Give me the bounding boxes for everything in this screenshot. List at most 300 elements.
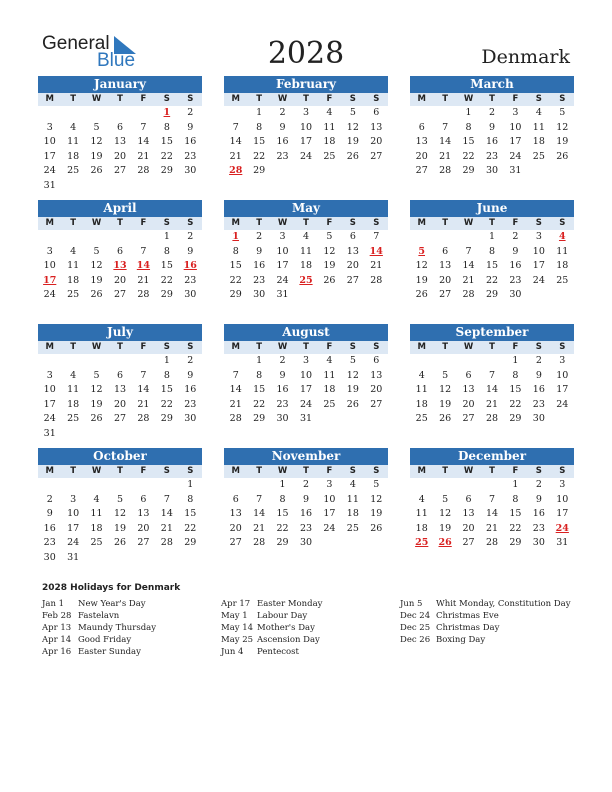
day-empty <box>132 230 155 245</box>
weekday-header: S <box>341 217 364 230</box>
day-cell: 4 <box>326 355 333 366</box>
day-cell: 21 <box>485 522 499 534</box>
day-cell: 23 <box>184 274 197 286</box>
day-cell: 6 <box>140 493 147 505</box>
day-cell: 24 <box>532 274 545 286</box>
weekday-header: W <box>271 93 294 106</box>
day-cell: 30 <box>253 289 266 300</box>
day-cell: 10 <box>556 369 569 381</box>
day-cell: 8 <box>465 121 472 133</box>
day-cell: 12 <box>90 384 103 395</box>
day-cell: 30 <box>485 165 499 176</box>
weekday-header: F <box>504 217 527 230</box>
month-header: May <box>224 200 388 217</box>
day-cell: 15 <box>276 508 289 519</box>
day-cell: 14 <box>160 508 173 519</box>
holiday-row <box>221 622 322 634</box>
weekday-header: S <box>365 93 388 106</box>
day-cell: 19 <box>90 274 103 286</box>
holiday-column <box>221 598 322 658</box>
day-cell: 11 <box>415 384 428 395</box>
day-empty <box>85 106 108 121</box>
day-cell: 27 <box>462 537 475 548</box>
holiday-date: Jun 5 <box>400 599 423 609</box>
day-cell: 23 <box>485 150 499 162</box>
day-cell: 29 <box>509 413 522 424</box>
day-cell: 8 <box>163 369 170 381</box>
day-cell: 9 <box>279 369 286 381</box>
day-cell: 8 <box>256 369 263 381</box>
day-cell: 27 <box>370 150 383 162</box>
day-cell: 21 <box>137 274 150 286</box>
weekday-header: T <box>108 341 131 354</box>
holiday-name: Ascension Day <box>257 635 320 645</box>
day-empty <box>108 230 131 245</box>
weekday-header: S <box>179 93 202 106</box>
day-cell: 28 <box>137 165 150 176</box>
month-august <box>224 324 388 427</box>
weekday-header: S <box>365 217 388 230</box>
day-cell: 14 <box>462 260 475 271</box>
day-cell: 31 <box>299 413 313 424</box>
day-cell: 5 <box>442 369 449 381</box>
day-cell: 23 <box>276 150 289 162</box>
day-cell: 6 <box>116 245 124 257</box>
day-cell: 22 <box>509 398 522 410</box>
day-cell: 7 <box>465 245 472 257</box>
day-cell: 23 <box>276 398 289 410</box>
month-grid <box>410 217 574 303</box>
day-cell: 5 <box>349 107 356 118</box>
day-cell: 8 <box>512 493 519 505</box>
day-cell: 18 <box>415 398 428 410</box>
day-empty <box>61 106 84 121</box>
day-cell: 2 <box>46 493 53 505</box>
day-cell: 6 <box>232 493 239 505</box>
day-cell: 30 <box>532 537 545 548</box>
holiday-row <box>42 646 156 658</box>
day-cell: 4 <box>93 493 100 505</box>
day-cell: 9 <box>256 245 263 257</box>
day-empty <box>433 230 456 245</box>
holiday-name: Boxing Day <box>436 635 486 645</box>
holiday-name: Fastelavn <box>78 611 120 621</box>
day-cell: 12 <box>346 369 359 381</box>
day-cell: 10 <box>43 136 56 147</box>
day-cell: 20 <box>439 274 452 286</box>
day-cell: 19 <box>90 150 103 162</box>
day-cell: 2 <box>187 355 194 366</box>
day-cell: 4 <box>535 107 542 118</box>
weekday-header: S <box>365 341 388 354</box>
day-cell: 9 <box>535 493 542 505</box>
month-grid <box>38 93 202 193</box>
day-cell: 29 <box>509 537 522 548</box>
holiday-date: Dec 25 <box>400 623 431 633</box>
day-empty <box>247 478 270 493</box>
holiday-column <box>400 598 571 646</box>
day-empty <box>85 354 108 369</box>
holiday-row <box>221 646 322 658</box>
day-cell: 18 <box>532 136 545 147</box>
day-cell: 14 <box>137 136 150 147</box>
weekday-header: F <box>132 465 155 478</box>
month-grid <box>410 341 574 427</box>
day-empty <box>108 354 131 369</box>
weekday-header: T <box>433 93 456 106</box>
day-cell: 27 <box>370 398 383 410</box>
day-cell: 4 <box>349 479 356 490</box>
day-cell: 25 <box>67 413 80 424</box>
day-cell: 23 <box>299 522 313 534</box>
weekday-header: F <box>318 465 341 478</box>
day-cell: 22 <box>485 274 499 286</box>
day-cell: 27 <box>415 165 428 176</box>
weekday-header: T <box>247 93 270 106</box>
weekday-header: F <box>318 93 341 106</box>
day-cell: 28 <box>485 537 499 548</box>
day-cell: 2 <box>302 479 310 490</box>
weekday-header: S <box>155 93 178 106</box>
holiday-row <box>42 622 156 634</box>
month-grid <box>38 341 202 441</box>
weekday-header: T <box>247 217 270 230</box>
weekday-header: T <box>61 341 84 354</box>
day-cell: 23 <box>43 537 56 548</box>
day-cell: 30 <box>184 413 197 424</box>
day-empty <box>38 230 61 245</box>
day-cell: 5 <box>93 369 100 381</box>
day-cell: 9 <box>535 369 542 381</box>
day-cell: 11 <box>67 260 80 271</box>
weekday-header: F <box>504 93 527 106</box>
day-cell: 7 <box>140 121 147 133</box>
day-cell: 3 <box>46 245 53 257</box>
day-cell-holiday: 25 <box>299 274 313 286</box>
holiday-name: Pentecost <box>257 647 299 657</box>
day-cell: 18 <box>67 398 80 410</box>
weekday-header: S <box>179 217 202 230</box>
day-cell: 19 <box>370 508 383 519</box>
country-label: Denmark <box>481 46 570 68</box>
holiday-column <box>42 598 156 658</box>
day-cell-holiday: 28 <box>229 165 243 176</box>
day-cell: 24 <box>43 289 56 300</box>
day-cell: 11 <box>346 493 359 505</box>
holiday-date: Apr 17 <box>221 599 251 609</box>
day-cell: 29 <box>485 289 499 300</box>
weekday-header: S <box>155 465 178 478</box>
day-cell-holiday: 26 <box>438 537 452 548</box>
day-cell: 26 <box>415 289 428 300</box>
day-cell: 28 <box>253 537 266 548</box>
day-cell: 5 <box>326 231 333 242</box>
day-cell: 3 <box>70 493 77 505</box>
day-cell: 15 <box>509 508 522 519</box>
day-cell: 26 <box>370 522 383 534</box>
day-cell: 15 <box>160 384 173 395</box>
month-may <box>224 200 388 303</box>
weekday-header: W <box>85 93 108 106</box>
holiday-name: Maundy Thursday <box>78 623 157 633</box>
month-july <box>38 324 202 441</box>
day-cell: 24 <box>67 537 80 548</box>
weekday-header: T <box>247 465 270 478</box>
day-cell: 14 <box>137 384 150 395</box>
day-cell: 6 <box>373 107 380 118</box>
day-cell: 11 <box>323 369 336 381</box>
month-header: January <box>38 76 202 93</box>
month-header: October <box>38 448 202 465</box>
holiday-date: Apr 16 <box>42 647 72 657</box>
day-cell: 12 <box>439 384 452 395</box>
day-cell: 21 <box>253 522 266 534</box>
holiday-row <box>400 622 571 634</box>
day-cell: 13 <box>370 369 383 381</box>
day-cell: 6 <box>418 121 425 133</box>
day-empty <box>224 354 247 369</box>
day-cell: 20 <box>370 384 383 395</box>
weekday-header: S <box>527 465 550 478</box>
day-cell: 20 <box>137 522 150 534</box>
day-cell: 3 <box>535 231 542 242</box>
weekday-header: F <box>132 341 155 354</box>
day-cell: 6 <box>116 369 124 381</box>
day-cell: 18 <box>323 384 336 395</box>
day-cell: 16 <box>532 508 545 519</box>
day-cell: 4 <box>418 369 425 381</box>
day-cell: 31 <box>43 427 56 439</box>
day-cell: 25 <box>67 289 80 300</box>
day-cell: 11 <box>323 121 336 133</box>
weekday-header: S <box>155 217 178 230</box>
day-cell: 25 <box>415 413 428 424</box>
day-cell: 31 <box>43 179 56 191</box>
weekday-header: F <box>318 217 341 230</box>
day-cell: 12 <box>323 245 336 257</box>
weekday-header: M <box>224 465 247 478</box>
month-grid <box>38 465 202 565</box>
day-cell: 7 <box>488 493 496 505</box>
weekday-header: W <box>457 465 480 478</box>
day-cell: 22 <box>253 398 266 410</box>
day-cell: 4 <box>418 493 425 505</box>
day-cell: 24 <box>43 413 56 424</box>
day-cell: 24 <box>556 398 569 410</box>
day-cell: 3 <box>512 107 519 118</box>
weekday-header: M <box>38 217 61 230</box>
day-cell: 31 <box>67 551 80 563</box>
day-cell: 27 <box>346 274 359 286</box>
holiday-date: Dec 26 <box>400 635 431 645</box>
weekday-header: M <box>38 465 61 478</box>
weekday-header: M <box>224 217 247 230</box>
day-cell: 21 <box>137 398 150 410</box>
day-cell: 20 <box>113 398 127 410</box>
weekday-header: M <box>38 93 61 106</box>
day-cell: 11 <box>415 508 428 519</box>
day-empty <box>480 478 503 493</box>
day-cell: 17 <box>556 508 569 519</box>
day-cell: 29 <box>253 165 266 176</box>
day-cell: 22 <box>462 150 475 162</box>
day-cell: 20 <box>462 522 475 534</box>
day-empty <box>410 230 433 245</box>
day-cell: 21 <box>229 150 242 162</box>
day-cell: 21 <box>462 274 475 286</box>
month-header: September <box>410 324 574 341</box>
day-cell: 20 <box>462 398 475 410</box>
day-cell: 15 <box>253 384 266 395</box>
day-cell: 17 <box>509 136 522 147</box>
weekday-header: S <box>341 93 364 106</box>
day-cell: 2 <box>512 231 519 242</box>
day-cell: 30 <box>532 413 545 424</box>
month-header: February <box>224 76 388 93</box>
day-cell: 26 <box>439 413 452 424</box>
day-cell: 21 <box>485 398 499 410</box>
day-cell: 18 <box>415 522 428 534</box>
holiday-name: Good Friday <box>78 635 132 645</box>
brand-word-general: General <box>42 33 110 54</box>
day-cell: 24 <box>509 150 522 162</box>
page-title-year: 2028 <box>267 36 345 71</box>
day-empty <box>433 106 456 121</box>
day-cell: 16 <box>184 384 197 395</box>
holiday-row <box>221 598 322 610</box>
month-header: June <box>410 200 574 217</box>
day-empty <box>480 354 503 369</box>
day-cell: 14 <box>229 136 242 147</box>
day-cell: 4 <box>70 369 77 381</box>
day-cell: 19 <box>415 274 428 286</box>
holiday-date: Apr 13 <box>42 623 72 633</box>
day-cell: 11 <box>299 245 313 257</box>
day-cell: 13 <box>462 384 475 395</box>
day-cell: 17 <box>556 384 569 395</box>
day-cell: 24 <box>299 398 313 410</box>
holiday-row <box>400 634 571 646</box>
month-december <box>410 448 574 551</box>
month-header: November <box>224 448 388 465</box>
day-cell: 7 <box>140 245 147 257</box>
day-cell-holiday: 4 <box>558 231 566 242</box>
day-empty <box>108 478 131 493</box>
day-cell: 27 <box>113 165 127 176</box>
day-cell-holiday: 25 <box>415 537 429 548</box>
day-empty <box>38 106 61 121</box>
day-cell: 3 <box>302 107 310 118</box>
day-cell: 13 <box>439 260 452 271</box>
holiday-row <box>221 634 322 646</box>
holiday-name: Easter Monday <box>257 599 323 609</box>
day-cell: 9 <box>302 493 310 505</box>
weekday-header: W <box>457 341 480 354</box>
day-cell: 13 <box>462 508 475 519</box>
holiday-date: Apr 14 <box>42 635 72 645</box>
day-empty <box>410 354 433 369</box>
day-cell: 22 <box>253 150 266 162</box>
holiday-row <box>221 610 322 622</box>
holiday-name: Christmas Eve <box>436 611 499 621</box>
month-september <box>410 324 574 427</box>
day-cell: 1 <box>256 107 263 118</box>
day-cell: 25 <box>90 537 103 548</box>
day-cell: 9 <box>46 508 53 519</box>
day-cell: 11 <box>532 121 545 133</box>
day-cell: 8 <box>187 493 194 505</box>
day-cell: 2 <box>279 107 286 118</box>
day-cell: 19 <box>439 522 452 534</box>
day-cell: 11 <box>67 136 80 147</box>
day-cell: 18 <box>67 274 80 286</box>
day-cell: 25 <box>323 398 336 410</box>
day-cell: 29 <box>253 413 266 424</box>
day-cell: 19 <box>90 398 103 410</box>
day-cell: 16 <box>43 522 56 534</box>
holiday-row <box>42 634 156 646</box>
holiday-row <box>42 610 156 622</box>
month-january <box>38 76 202 193</box>
weekday-header: T <box>247 341 270 354</box>
day-cell: 24 <box>276 274 289 286</box>
day-cell: 22 <box>509 522 522 534</box>
weekday-header: M <box>38 341 61 354</box>
day-cell: 25 <box>532 150 545 162</box>
day-cell: 11 <box>90 508 103 519</box>
day-cell: 28 <box>370 274 383 286</box>
day-cell: 5 <box>373 479 380 490</box>
day-cell: 8 <box>163 245 170 257</box>
day-cell: 30 <box>184 165 197 176</box>
day-cell: 20 <box>113 274 127 286</box>
day-cell: 3 <box>46 369 53 381</box>
day-cell: 29 <box>184 537 197 548</box>
day-cell: 13 <box>113 136 127 147</box>
day-cell: 17 <box>323 508 336 519</box>
day-cell: 9 <box>187 245 194 257</box>
holiday-row <box>42 598 156 610</box>
weekday-header: T <box>480 465 503 478</box>
day-cell: 29 <box>160 413 173 424</box>
day-cell: 8 <box>163 121 170 133</box>
day-cell-holiday: 24 <box>555 522 569 534</box>
day-cell: 27 <box>137 537 150 548</box>
day-cell: 2 <box>279 355 286 366</box>
day-cell: 7 <box>140 369 147 381</box>
day-empty <box>85 478 108 493</box>
day-cell: 20 <box>113 150 127 162</box>
day-cell: 1 <box>465 107 472 118</box>
month-header: December <box>410 448 574 465</box>
day-cell: 1 <box>512 355 519 366</box>
day-empty <box>155 478 178 493</box>
day-cell-holiday: 14 <box>136 260 151 271</box>
month-grid <box>224 93 388 179</box>
day-cell: 28 <box>137 413 150 424</box>
day-cell: 17 <box>299 384 313 395</box>
holiday-date: May 14 <box>221 623 254 633</box>
weekday-header: T <box>433 217 456 230</box>
holiday-date: May 25 <box>221 635 254 645</box>
day-cell: 10 <box>509 121 522 133</box>
month-header: August <box>224 324 388 341</box>
weekday-header: M <box>410 217 433 230</box>
day-cell: 26 <box>346 398 359 410</box>
day-cell: 18 <box>90 522 103 534</box>
day-cell: 10 <box>532 245 545 257</box>
day-cell: 31 <box>556 537 569 548</box>
